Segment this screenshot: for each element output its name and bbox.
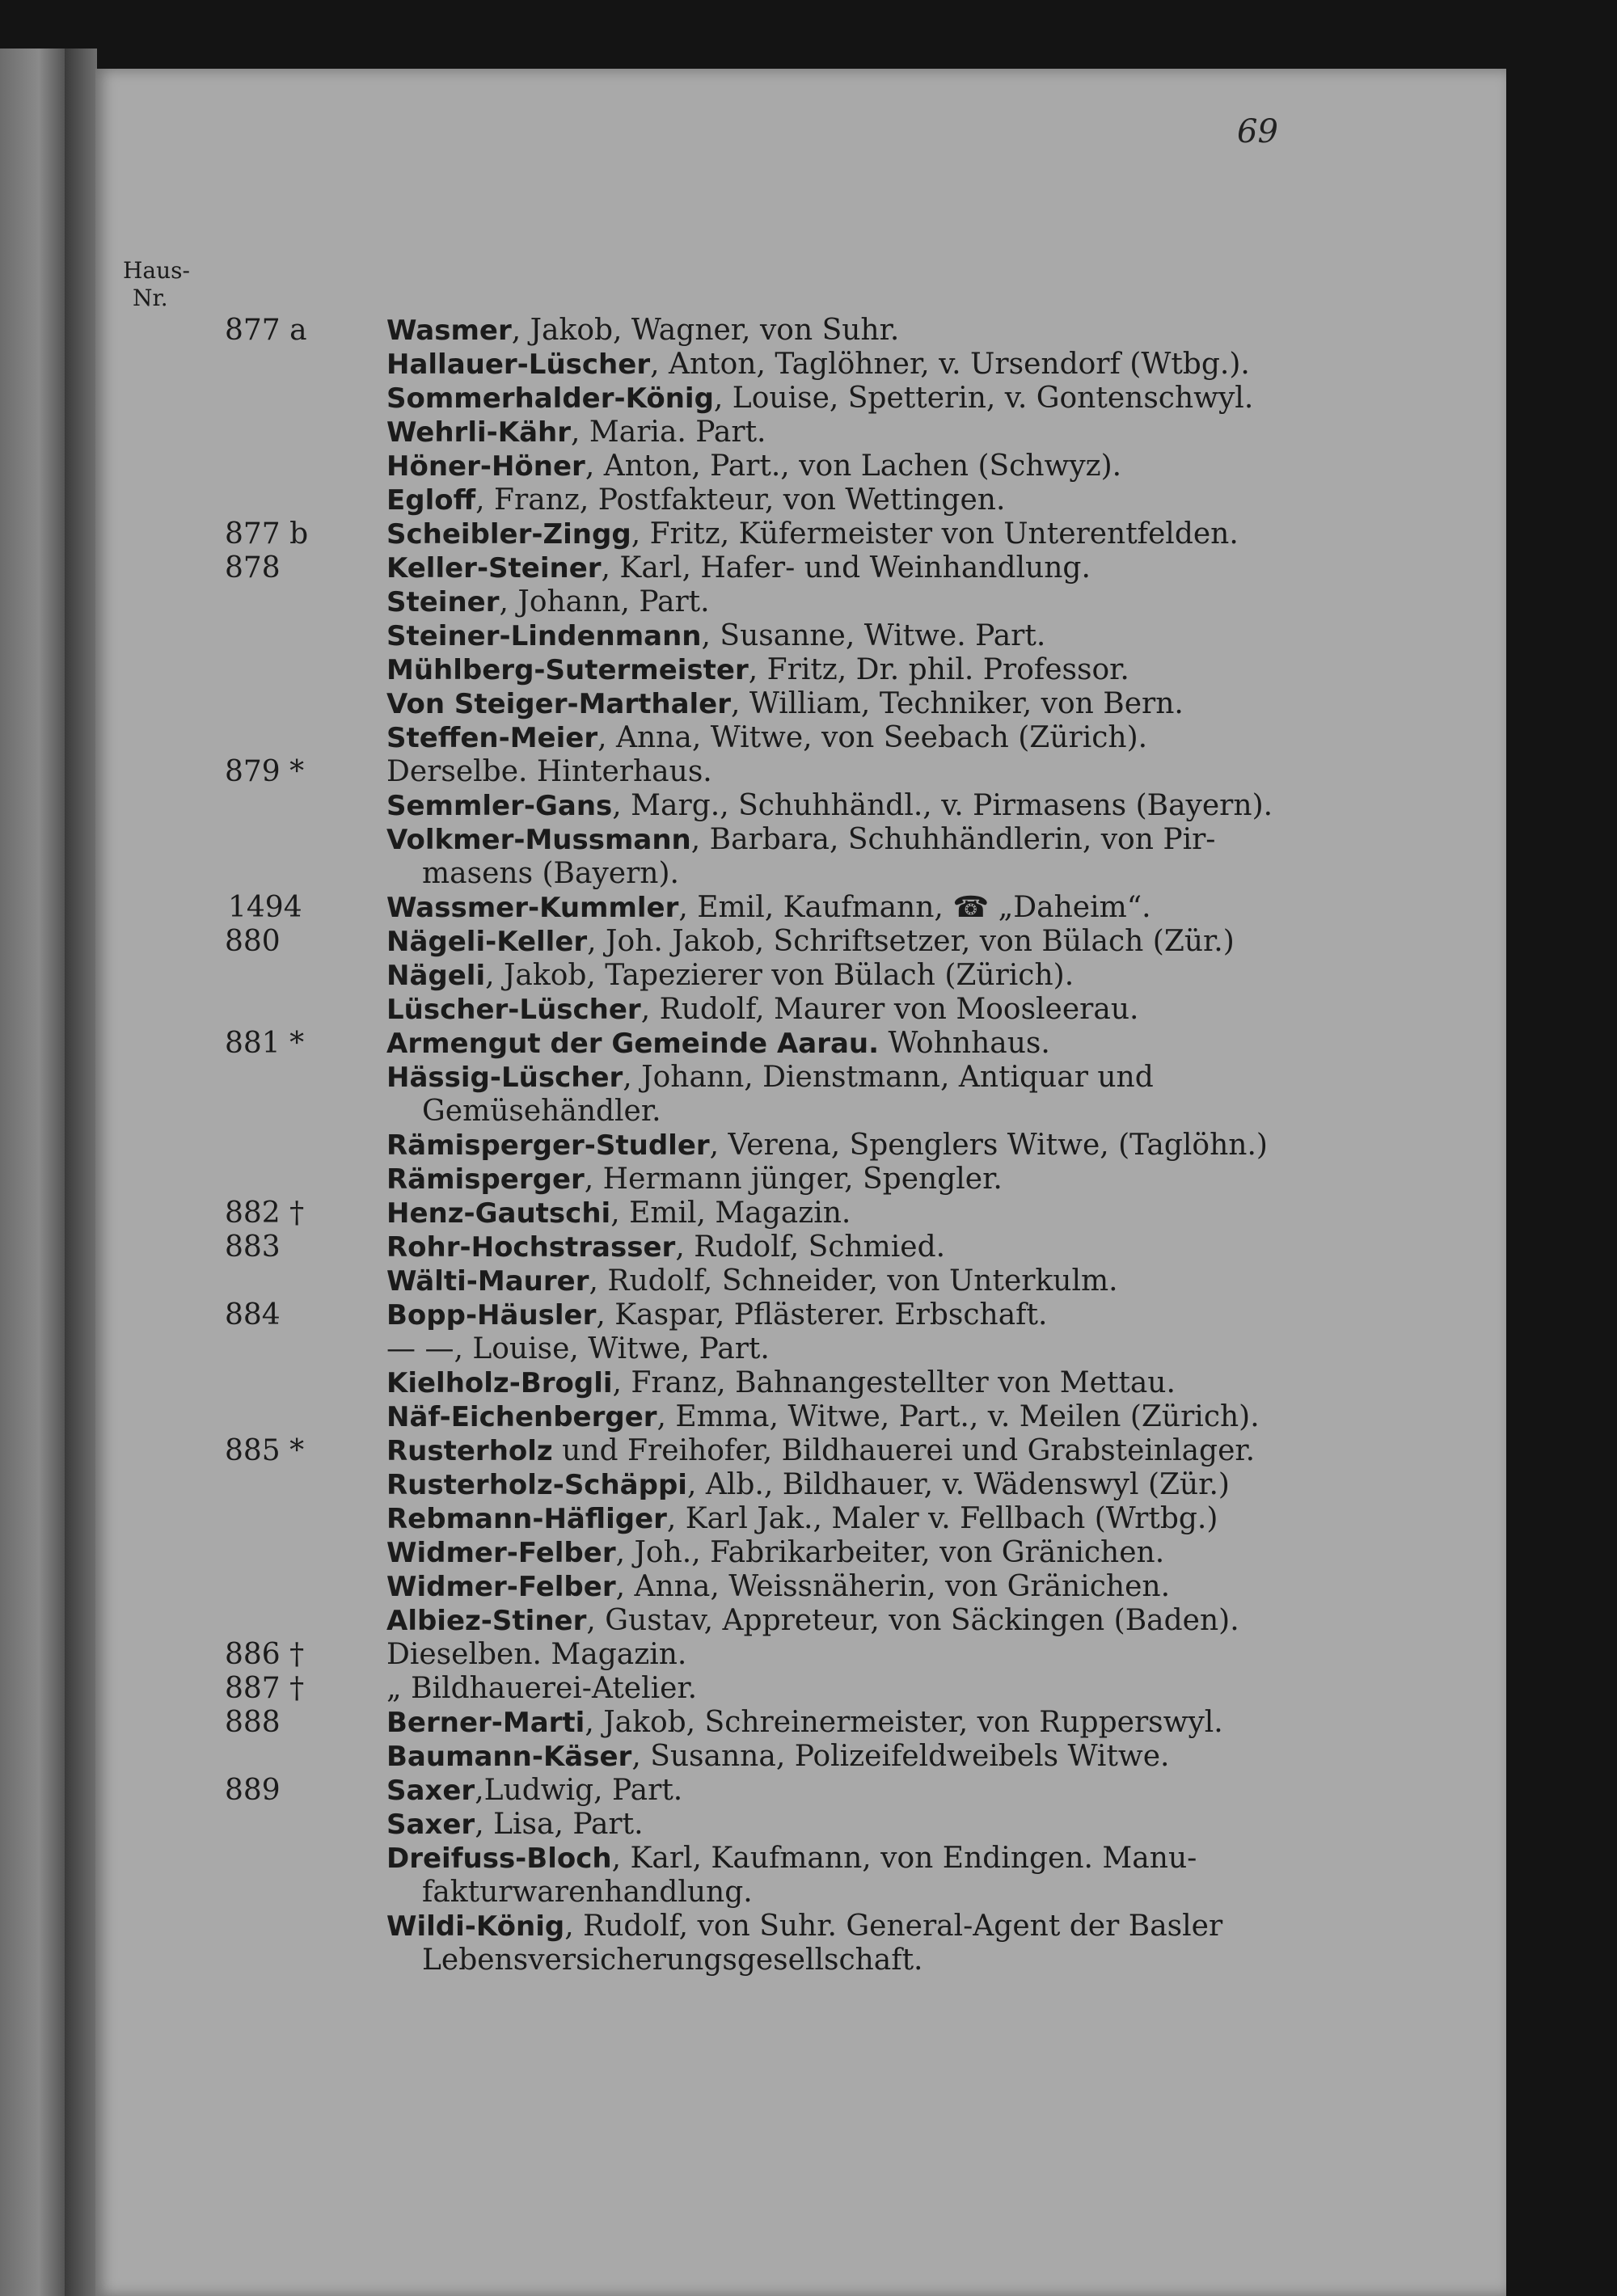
directory-entry: [0, 1057, 1617, 1128]
column-heading-line-2: Nr.: [133, 285, 168, 311]
house-number: 883: [225, 1230, 281, 1264]
entry-details: ,Ludwig, Part.: [475, 1774, 683, 1807]
entry-text: [386, 483, 1300, 517]
directory-entry: [0, 1193, 1617, 1230]
entry-continuation: fakturwarenhandlung.: [422, 1876, 753, 1909]
entry-text: [386, 416, 1300, 449]
house-number: 882 †: [225, 1197, 305, 1230]
directory-entry: [0, 582, 1617, 616]
house-number: 889: [225, 1774, 281, 1807]
entry-text: [386, 449, 1300, 483]
entry-details: , Anna, Witwe, von Seebach (Zürich).: [597, 721, 1148, 754]
entry-text: [386, 1502, 1300, 1536]
entry-text: [386, 1197, 1300, 1230]
directory-entry: [0, 1906, 1617, 1977]
entry-text: [386, 1910, 1300, 1977]
entry-text: [386, 314, 1300, 348]
entry-details: , Kaspar, Pflästerer. Erbschaft.: [596, 1298, 1048, 1332]
house-number: 877 a: [225, 314, 307, 347]
entry-details: , Franz, Bahnangestellter von Mettau.: [612, 1366, 1176, 1399]
directory-entry: [0, 1227, 1617, 1264]
resident-name: Wehrli-Kähr: [386, 416, 572, 449]
directory-entry: [0, 1397, 1617, 1431]
entry-text: [386, 1230, 1300, 1264]
resident-name: Rohr-Hochstrasser: [386, 1231, 676, 1264]
entry-details: , Maria. Part.: [571, 416, 766, 449]
entry-details: , Fritz, Küfermeister von Unterentfelden.: [631, 517, 1239, 551]
entry-details: , Johann, Part.: [499, 585, 710, 618]
entry-text: [386, 925, 1300, 959]
resident-name: Rämisperger: [386, 1163, 585, 1196]
resident-name: Armengut der Gemeinde Aarau.: [386, 1028, 880, 1060]
directory-entry: [0, 684, 1617, 718]
resident-name: Von Steiger-Marthaler: [386, 688, 732, 720]
house-number: 884: [225, 1298, 281, 1332]
entry-details: „ Bildhauerei-Atelier.: [386, 1672, 698, 1705]
entry-text: [386, 1298, 1300, 1332]
entry-text: [386, 1366, 1300, 1400]
entry-text: [386, 1434, 1300, 1468]
resident-name: Hässig-Lüscher: [386, 1061, 623, 1094]
resident-name: Wassmer-Kummler: [386, 892, 679, 924]
entry-details: , Jakob, Tapezierer von Bülach (Zürich).: [485, 959, 1074, 992]
entry-details: — —, Louise, Witwe, Part.: [386, 1332, 770, 1365]
house-number: 887 †: [225, 1672, 305, 1705]
resident-name: Hallauer-Lüscher: [386, 348, 651, 381]
entry-details: , Karl Jak., Maler v. Fellbach (Wrtbg.): [666, 1502, 1218, 1535]
directory-entries: [0, 310, 1617, 1977]
entry-text: [386, 348, 1300, 382]
entry-details: Dieselben. Magazin.: [386, 1638, 687, 1671]
entry-details: , Emil, Magazin.: [610, 1197, 851, 1230]
entry-details: , Rudolf, von Suhr. General-Agent der Basler: [564, 1910, 1223, 1943]
entry-details: , Lisa, Part.: [475, 1808, 644, 1841]
entry-text: [386, 1163, 1300, 1197]
entry-details: , Anton, Taglöhner, v. Ursendorf (Wtbg.).: [650, 348, 1250, 381]
house-number: 879 *: [225, 755, 305, 788]
entry-details: , Alb., Bildhauer, v. Wädenswyl (Zür.): [686, 1468, 1230, 1501]
entry-text: [386, 1604, 1300, 1638]
entry-details: , Verena, Spenglers Witwe, (Taglöhn.): [709, 1129, 1268, 1162]
directory-entry: [0, 786, 1617, 820]
entry-details: , William, Techniker, von Bern.: [731, 687, 1184, 720]
entry-text: [386, 1706, 1300, 1740]
entry-details: Wohnhaus.: [879, 1027, 1050, 1060]
entry-details: , Johann, Dienstmann, Antiquar und: [623, 1061, 1154, 1094]
entry-text: [386, 823, 1300, 891]
directory-entry: [0, 616, 1617, 650]
entry-text: [386, 1740, 1300, 1774]
resident-name: Egloff: [386, 484, 476, 517]
entry-text: [386, 1129, 1300, 1163]
directory-entry: [0, 1838, 1617, 1909]
entry-details: , Fritz, Dr. phil. Professor.: [748, 653, 1129, 686]
resident-name: Baumann-Käser: [386, 1741, 632, 1773]
entry-details: , Karl, Hafer- und Weinhandlung.: [601, 551, 1091, 585]
column-heading: [123, 257, 220, 312]
entry-details: , Rudolf, Maurer von Moosleerau.: [640, 993, 1139, 1026]
entry-details: , Joh. Jakob, Schriftsetzer, von Bülach (Zür.): [587, 925, 1235, 958]
directory-entry: [0, 548, 1617, 585]
directory-entry: [0, 1363, 1617, 1397]
entry-details: , Barbara, Schuhhändlerin, von Pir-: [690, 823, 1216, 856]
entry-text: [386, 619, 1300, 653]
column-heading-line-1: Haus-: [123, 257, 190, 284]
resident-name: Steffen-Meier: [386, 722, 598, 754]
entry-text: [386, 1027, 1300, 1061]
directory-entry: [0, 1737, 1617, 1771]
house-number: 886 †: [225, 1638, 305, 1671]
directory-entry: [0, 1669, 1617, 1703]
entry-text: [386, 1468, 1300, 1502]
resident-name: Wildi-König: [386, 1910, 565, 1943]
resident-name: Rebmann-Häfliger: [386, 1503, 667, 1535]
entry-text: [386, 789, 1300, 823]
entry-details: , Joh., Fabrikarbeiter, von Gränichen.: [615, 1536, 1165, 1569]
directory-entry: [0, 1465, 1617, 1499]
entry-text: [386, 891, 1300, 925]
entry-text: [386, 1061, 1300, 1129]
resident-name: Wasmer: [386, 314, 512, 347]
resident-name: Steiner-Lindenmann: [386, 620, 702, 652]
resident-name: Saxer: [386, 1775, 475, 1807]
resident-name: Rämisperger-Studler: [386, 1129, 710, 1162]
resident-name: Albiez-Stiner: [386, 1605, 587, 1637]
directory-entry: [0, 344, 1617, 381]
resident-name: Sommerhalder-König: [386, 382, 714, 415]
directory-entry: [0, 1125, 1617, 1162]
resident-name: Nägeli: [386, 960, 486, 992]
entry-text: [386, 1536, 1300, 1570]
directory-entry: [0, 1533, 1617, 1567]
directory-entry: [0, 480, 1617, 517]
resident-name: Saxer: [386, 1809, 475, 1841]
entry-continuation: Lebensversicherungsgesellschaft.: [422, 1944, 923, 1977]
entry-continuation: masens (Bayern).: [422, 857, 679, 890]
entry-text: [386, 1570, 1300, 1604]
resident-name: Mühlberg-Sutermeister: [386, 654, 749, 686]
directory-entry: [0, 1023, 1617, 1060]
house-number: 885 *: [225, 1434, 305, 1467]
resident-name: Widmer-Felber: [386, 1537, 616, 1569]
directory-entry: [0, 1499, 1617, 1533]
directory-entry: [0, 1567, 1617, 1601]
directory-entry: [0, 1635, 1617, 1669]
entry-text: [386, 1672, 1300, 1706]
resident-name: Scheibler-Zingg: [386, 518, 631, 551]
directory-entry: [0, 956, 1617, 990]
entry-text: [386, 1808, 1300, 1842]
resident-name: Lüscher-Lüscher: [386, 994, 641, 1026]
directory-entry: [0, 922, 1617, 956]
directory-entry: [0, 718, 1617, 752]
directory-entry: [0, 1261, 1617, 1298]
resident-name: Volkmer-Mussmann: [386, 824, 691, 856]
resident-name: Rusterholz-Schäppi: [386, 1469, 687, 1501]
resident-name: Dreifuss-Bloch: [386, 1842, 612, 1875]
resident-name: Wälti-Maurer: [386, 1265, 589, 1298]
entry-text: [386, 755, 1300, 789]
directory-entry: [0, 378, 1617, 415]
house-number: 878: [225, 551, 281, 585]
directory-entry: [0, 1804, 1617, 1841]
entry-text: [386, 1400, 1300, 1434]
resident-name: Henz-Gautschi: [386, 1197, 611, 1230]
entry-text: [386, 653, 1300, 687]
resident-name: Nägeli-Keller: [386, 926, 588, 958]
entry-details: , Louise, Spetterin, v. Gontenschwyl.: [713, 382, 1254, 415]
resident-name: Höner-Höner: [386, 450, 585, 483]
entry-details: , Karl, Kaufmann, von Endingen. Manu-: [611, 1842, 1197, 1875]
entry-text: [386, 585, 1300, 619]
entry-details: , Susanne, Witwe. Part.: [701, 619, 1046, 652]
entry-text: [386, 1332, 1300, 1366]
entry-details: , Anton, Part., von Lachen (Schwyz).: [585, 449, 1122, 483]
resident-name: Bopp-Häusler: [386, 1299, 597, 1332]
directory-entry: [0, 990, 1617, 1026]
entry-details: Derselbe. Hinterhaus.: [386, 755, 712, 788]
entry-text: [386, 382, 1300, 416]
entry-text: [386, 517, 1300, 551]
entry-details: , Rudolf, Schneider, von Unterkulm.: [589, 1264, 1118, 1298]
entry-continuation: Gemüsehändler.: [422, 1095, 661, 1128]
directory-entry: [0, 1295, 1617, 1332]
directory-entry: [0, 310, 1617, 347]
entry-details: , Anna, Weissnäherin, von Gränichen.: [615, 1570, 1171, 1603]
entry-details: , Gustav, Appreteur, von Säckingen (Baden).: [586, 1604, 1239, 1637]
entry-details: , Marg., Schuhhändl., v. Pirmasens (Bayern).: [612, 789, 1273, 822]
directory-entry: [0, 650, 1617, 684]
directory-entry: [0, 1771, 1617, 1807]
entry-details: , Jakob, Schreinermeister, von Rupperswyl.: [585, 1706, 1223, 1739]
directory-entry: [0, 412, 1617, 449]
directory-entry: [0, 1159, 1617, 1196]
resident-name: Widmer-Felber: [386, 1571, 616, 1603]
entry-text: [386, 721, 1300, 755]
house-number: 1494: [228, 891, 302, 924]
entry-details: , Franz, Postfakteur, von Wettingen.: [475, 483, 1006, 517]
page-number: 69: [1237, 113, 1278, 150]
resident-name: Keller-Steiner: [386, 552, 602, 585]
entry-text: [386, 687, 1300, 721]
resident-name: Steiner: [386, 586, 500, 618]
entry-details: , Emil, Kaufmann, ☎ „Daheim“.: [678, 891, 1151, 924]
directory-entry: [0, 888, 1617, 922]
entry-details: und Freihofer, Bildhauerei und Grabsteinlager.: [552, 1434, 1256, 1467]
directory-entry: [0, 1329, 1617, 1363]
directory-entry: [0, 446, 1617, 483]
directory-entry: [0, 514, 1617, 551]
entry-text: [386, 959, 1300, 993]
entry-text: [386, 551, 1300, 585]
entry-text: [386, 1638, 1300, 1672]
entry-text: [386, 993, 1300, 1027]
entry-details: , Emma, Witwe, Part., v. Meilen (Zürich).: [657, 1400, 1260, 1433]
resident-name: Rusterholz: [386, 1435, 553, 1467]
house-number: 888: [225, 1706, 281, 1739]
directory-entry: [0, 752, 1617, 786]
directory-entry: [0, 1703, 1617, 1737]
house-number: 881 *: [225, 1027, 305, 1060]
house-number: 877 b: [225, 517, 309, 551]
entry-details: , Jakob, Wagner, von Suhr.: [511, 314, 900, 347]
resident-name: Semmler-Gans: [386, 790, 613, 822]
resident-name: Berner-Marti: [386, 1707, 585, 1739]
house-number: 880: [225, 925, 281, 958]
entry-details: , Susanna, Polizeifeldweibels Witwe.: [631, 1740, 1170, 1773]
entry-details: , Rudolf, Schmied.: [675, 1230, 946, 1264]
entry-text: [386, 1774, 1300, 1808]
directory-entry: [0, 1431, 1617, 1465]
entry-text: [386, 1264, 1300, 1298]
resident-name: Näf-Eichenberger: [386, 1401, 657, 1433]
entry-details: , Hermann jünger, Spengler.: [584, 1163, 1003, 1196]
resident-name: Kielholz-Brogli: [386, 1367, 613, 1399]
directory-entry: [0, 820, 1617, 888]
entry-text: [386, 1842, 1300, 1910]
directory-entry: [0, 1601, 1617, 1635]
